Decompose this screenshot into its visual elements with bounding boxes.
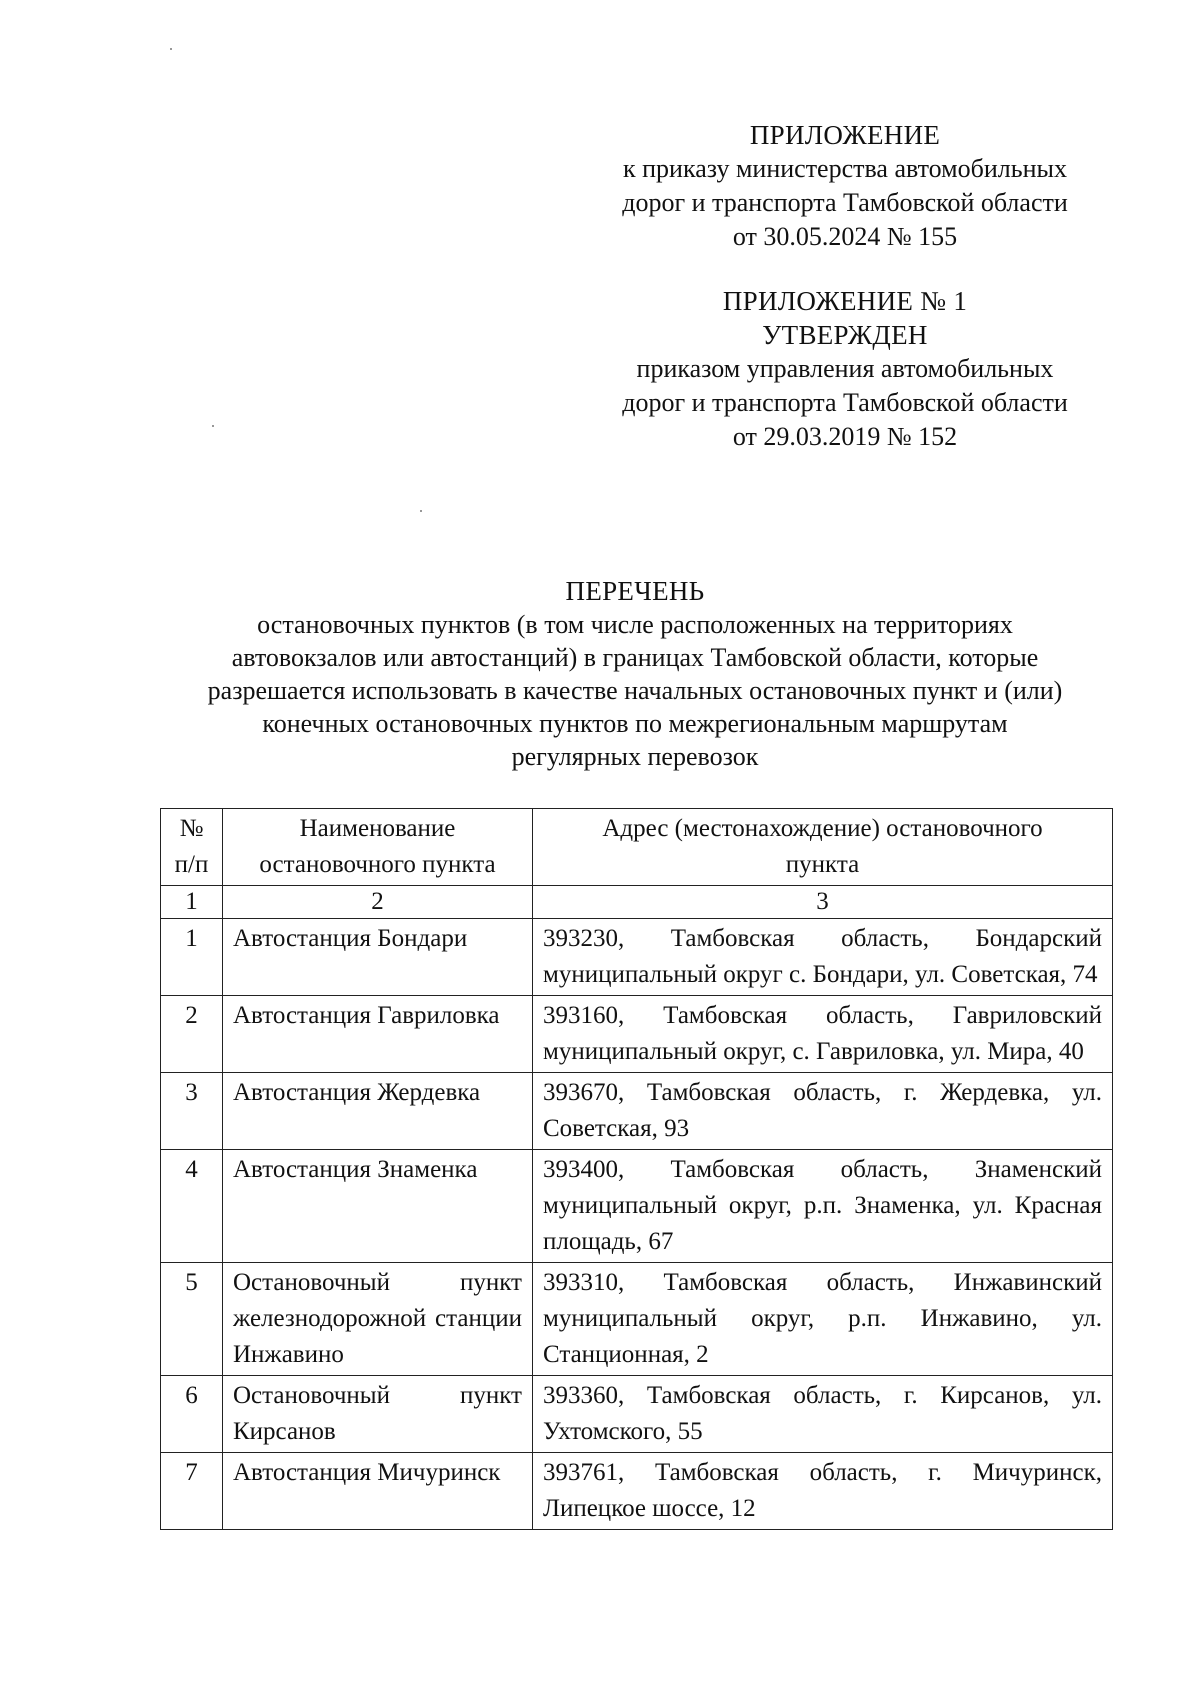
column-index-row xyxy=(161,886,1113,919)
table-row xyxy=(161,996,1113,1073)
stop-address: 393400, Тамбовская область, Знаменский муниципальный округ, р.п. Знаменка, ул. Красная площадь, 67 xyxy=(533,1150,1113,1263)
list-heading: ПЕРЕЧЕНЬ xyxy=(565,576,705,606)
appendix1-line: приказом управления автомобильных xyxy=(636,354,1054,383)
column-index: 1 xyxy=(161,886,223,919)
appendix1-line: дорог и транспорта Тамбовской области xyxy=(622,388,1068,417)
stop-address: 393310, Тамбовская область, Инжавинский муниципальный округ, р.п. Инжавино, ул. Станционная, 2 xyxy=(533,1263,1113,1376)
scan-speck xyxy=(170,48,172,50)
appendix-order-date: от 30.05.2024 № 155 xyxy=(732,222,958,251)
stop-address: 393360, Тамбовская область, г. Кирсанов, ул. Ухтомского, 55 xyxy=(533,1376,1113,1453)
row-num: 3 xyxy=(161,1073,223,1150)
list-title-line: разрешается использовать в качестве начальных остановочных пункт и (или) xyxy=(207,676,1063,705)
header-name: Наименование остановочного пункта xyxy=(223,809,533,886)
stops-table xyxy=(160,808,1113,1530)
table-row xyxy=(161,1263,1113,1376)
row-num: 1 xyxy=(161,919,223,996)
table-row xyxy=(161,919,1113,996)
row-num: 2 xyxy=(161,996,223,1073)
stop-name: Автостанция Гавриловка xyxy=(223,996,533,1073)
table-row xyxy=(161,1376,1113,1453)
row-num: 6 xyxy=(161,1376,223,1453)
list-title-line: остановочных пунктов (в том числе расположенных на территориях xyxy=(257,610,1013,639)
appendix-block xyxy=(560,118,1130,254)
appendix1-order-date: от 29.03.2019 № 152 xyxy=(732,422,958,451)
column-index: 2 xyxy=(223,886,533,919)
scan-speck xyxy=(420,510,422,512)
list-title-block xyxy=(140,575,1130,773)
table-row xyxy=(161,1073,1113,1150)
list-title-line: автовокзалов или автостанций) в границах Тамбовской области, которые xyxy=(231,643,1039,672)
stop-address: 393670, Тамбовская область, г. Жердевка, ул. Советская, 93 xyxy=(533,1073,1113,1150)
stop-address: 393761, Тамбовская область, г. Мичуринск, Липецкое шоссе, 12 xyxy=(533,1453,1113,1530)
appendix-heading: ПРИЛОЖЕНИЕ xyxy=(749,120,941,150)
table-row xyxy=(161,1453,1113,1530)
list-title-line: регулярных перевозок xyxy=(511,742,759,771)
stop-address: 393230, Тамбовская область, Бондарский муниципальный округ с. Бондари, ул. Советская, 74 xyxy=(533,919,1113,996)
list-title-line: конечных остановочных пунктов по межрегиональным маршрутам xyxy=(262,709,1008,738)
row-num: 5 xyxy=(161,1263,223,1376)
appendix-line: дорог и транспорта Тамбовской области xyxy=(622,188,1068,217)
column-index: 3 xyxy=(533,886,1113,919)
row-num: 4 xyxy=(161,1150,223,1263)
table-header-row xyxy=(161,809,1113,886)
stop-name: Остановочный пункт железнодорожной станции Инжавино xyxy=(223,1263,533,1376)
header-num: № п/п xyxy=(161,809,223,886)
stop-name: Остановочный пункт Кирсанов xyxy=(223,1376,533,1453)
row-num: 7 xyxy=(161,1453,223,1530)
appendix1-heading: ПРИЛОЖЕНИЕ № 1 xyxy=(722,286,968,316)
stop-address: 393160, Тамбовская область, Гавриловский муниципальный округ, с. Гавриловка, ул. Мира, 40 xyxy=(533,996,1113,1073)
appendix-line: к приказу министерства автомобильных xyxy=(623,154,1067,183)
scan-speck xyxy=(212,425,214,427)
stop-name: Автостанция Жердевка xyxy=(223,1073,533,1150)
approved-label: УТВЕРЖДЕН xyxy=(762,320,928,350)
stop-name: Автостанция Бондари xyxy=(223,919,533,996)
stop-name: Автостанция Знаменка xyxy=(223,1150,533,1263)
header-address: Адрес (местонахождение) остановочного пункта xyxy=(533,809,1113,886)
appendix1-block xyxy=(560,284,1130,454)
table-row xyxy=(161,1150,1113,1263)
stop-name: Автостанция Мичуринск xyxy=(223,1453,533,1530)
